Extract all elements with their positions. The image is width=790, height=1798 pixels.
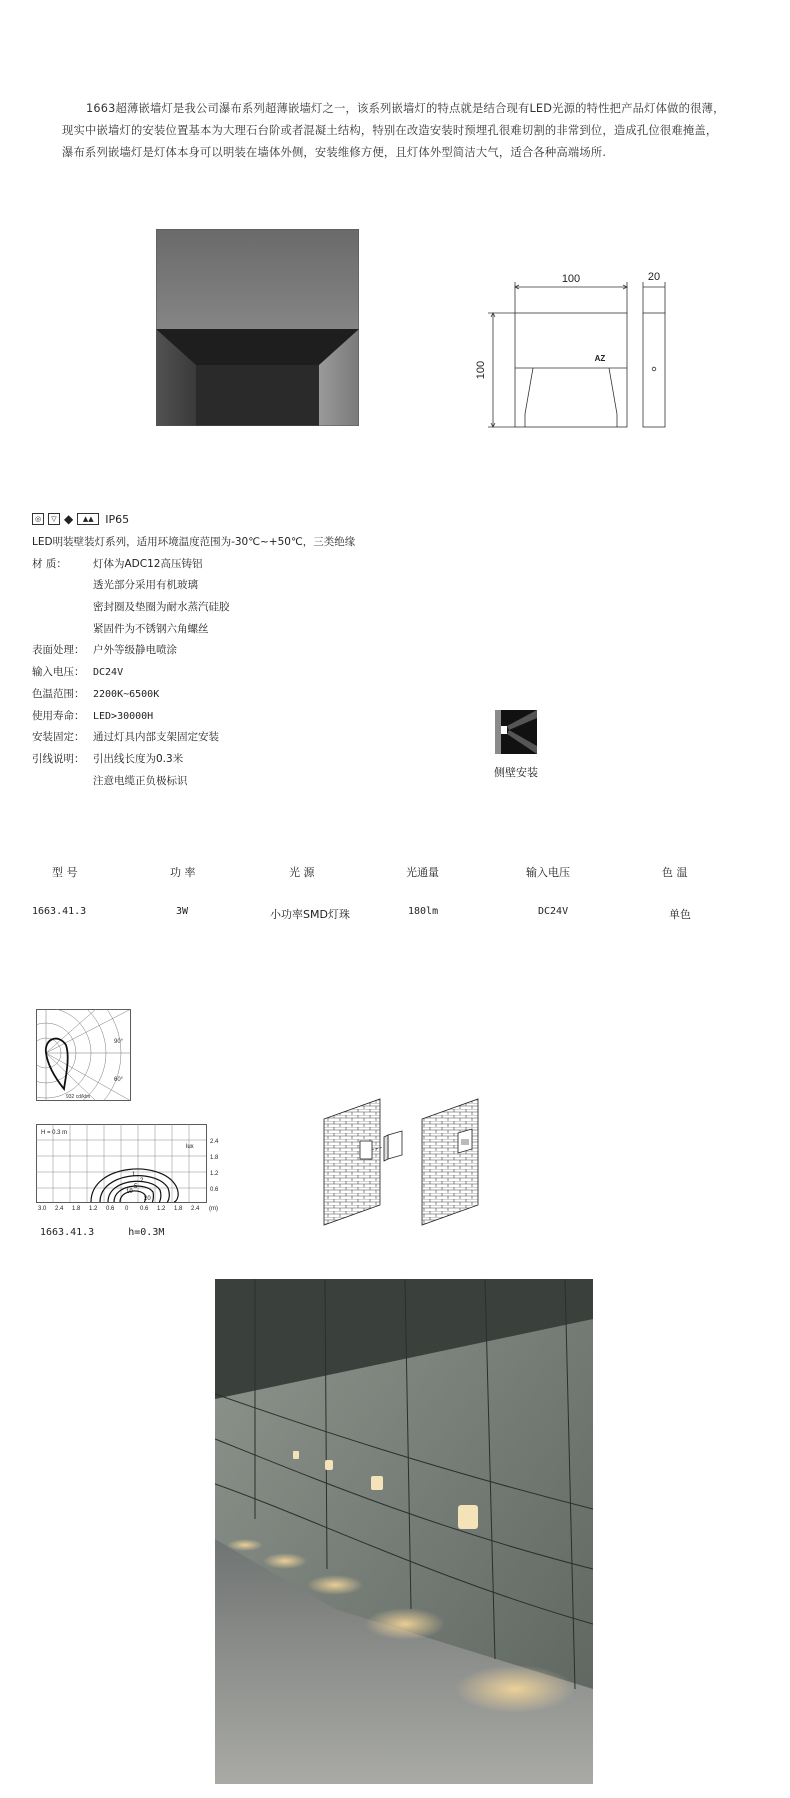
cert-f-icon: ▽ — [48, 513, 60, 525]
contour-10: 10 — [126, 1189, 133, 1195]
contour-1: 1 — [132, 1172, 136, 1178]
isolux-lux-label: lux — [186, 1144, 194, 1150]
y-tick-1: 1.8 — [210, 1155, 219, 1161]
x-tick-9: 2.4 — [191, 1206, 200, 1212]
x-tick-0: 3.0 — [38, 1206, 47, 1212]
td-source: 小功率SMD灯珠 — [270, 908, 350, 921]
th-flux: 光通量 — [406, 866, 439, 879]
spec-material-2: 透光部分采用有机玻璃 — [93, 579, 198, 592]
spec-install-label: 安装固定： — [32, 731, 85, 744]
dimension-drawing — [460, 268, 690, 438]
spec-surface-label: 表面处理： — [32, 644, 85, 657]
polar-diagram — [36, 1009, 131, 1101]
intro-line-3: 瀑布系列嵌墙灯是灯体本身可以明装在墙体外侧，安装维修方便，且灯体外型简洁大气，适合各种高端场所. — [62, 146, 607, 159]
cert-triangles-icon: ▲▲ — [77, 513, 99, 525]
contour-2: 2 — [140, 1178, 144, 1184]
dim-marking: AZ — [594, 354, 606, 363]
spec-lead-label: 引线说明： — [32, 752, 85, 765]
dim-width: 100 — [561, 273, 581, 285]
td-power: 3W — [176, 906, 189, 917]
dim-depth: 20 — [647, 271, 661, 283]
spec-series: LED明装壁装灯系列，适用环境温度范围为-30℃~+50℃，三类绝缘 — [32, 536, 356, 548]
x-unit: (m) — [209, 1206, 218, 1212]
cert-icons-row — [32, 512, 129, 526]
intro-line-1: 1663超薄嵌墙灯是我公司瀑布系列超薄嵌墙灯之一，该系列嵌墙灯的特点就是结合现有LED光源的特性把产品灯体做的很薄， — [86, 102, 725, 115]
intro-line-2: 现实中嵌墙灯的安装位置基本为大理石台阶或者混凝土结构，特别在改造安装时预埋孔很难切割的非常到位，造成孔位很难掩盖， — [62, 124, 718, 137]
y-tick-3: 0.6 — [210, 1187, 219, 1193]
spec-life-label: 使用寿命： — [32, 709, 85, 722]
x-tick-3: 1.2 — [89, 1206, 98, 1212]
application-photo — [215, 1279, 593, 1784]
td-model: 1663.41.3 — [32, 906, 87, 917]
isolux-caption — [40, 1227, 164, 1238]
side-wall-mount-icon — [495, 710, 537, 754]
polar-cd-label: 932 cd/klm — [66, 1094, 91, 1100]
spec-material-3: 密封圈及垫圈为耐水蒸汽硅胶 — [93, 601, 230, 614]
isolux-h-label: H = 0.3 m — [41, 1130, 68, 1136]
x-tick-2: 1.8 — [72, 1206, 81, 1212]
y-tick-0: 2.4 — [210, 1139, 219, 1145]
spec-material-4: 紧固件为不锈钢六角螺丝 — [93, 622, 209, 635]
spec-voltage-value: DC24V — [93, 667, 124, 679]
spec-life-value: LED>30000H — [93, 710, 154, 722]
spec-voltage-label: 输入电压： — [32, 666, 85, 679]
cert-circle-icon: ◎ — [32, 513, 44, 525]
contour-5: 5 — [134, 1184, 138, 1190]
isolux-diagram — [36, 1124, 235, 1214]
contour-20: 20 — [144, 1196, 151, 1202]
product-photo — [156, 229, 359, 426]
td-flux: 180lm — [408, 906, 439, 917]
ip-rating: IP65 — [105, 512, 130, 526]
spec-list — [32, 532, 355, 792]
intro-paragraph — [62, 98, 752, 164]
spec-cct-value: 2200K~6500K — [93, 688, 160, 700]
th-model: 型 号 — [52, 866, 78, 879]
th-voltage: 输入电压 — [526, 866, 570, 879]
x-tick-7: 1.2 — [157, 1206, 166, 1212]
polar-60-label: 60° — [114, 1077, 124, 1083]
spec-material-label: 材 质： — [32, 557, 67, 570]
th-power: 功 率 — [170, 866, 196, 879]
th-cct: 色 温 — [662, 866, 688, 879]
x-tick-5: 0 — [125, 1206, 129, 1212]
isolux-caption-model: 1663.41.3 — [40, 1227, 95, 1238]
x-tick-1: 2.4 — [55, 1206, 64, 1212]
isolux-caption-h: h=0.3M — [128, 1227, 165, 1238]
dim-height: 100 — [475, 360, 487, 380]
td-voltage: DC24V — [538, 906, 569, 917]
x-tick-8: 1.8 — [174, 1206, 183, 1212]
spec-lead-value: 引出线长度为0.3米 — [93, 752, 184, 765]
td-cct: 单色 — [669, 908, 691, 921]
th-source: 光 源 — [289, 866, 315, 879]
spec-install-value: 通过灯具内部支架固定安装 — [93, 731, 219, 744]
x-tick-4: 0.6 — [106, 1206, 115, 1212]
cert-diamond-icon: ◆ — [64, 512, 74, 526]
y-tick-2: 1.2 — [210, 1171, 219, 1177]
spec-cct-label: 色温范围： — [32, 687, 85, 700]
spec-material-1: 灯体为ADC12高压铸铝 — [93, 557, 203, 570]
x-tick-6: 0.6 — [140, 1206, 149, 1212]
polar-90-label: 90° — [114, 1039, 124, 1045]
mount-caption: 侧壁安装 — [494, 766, 538, 779]
installation-sketch — [318, 1097, 488, 1227]
spec-surface-value: 户外等级静电喷涂 — [93, 644, 177, 657]
spec-lead-note: 注意电缆正负极标识 — [93, 774, 188, 787]
